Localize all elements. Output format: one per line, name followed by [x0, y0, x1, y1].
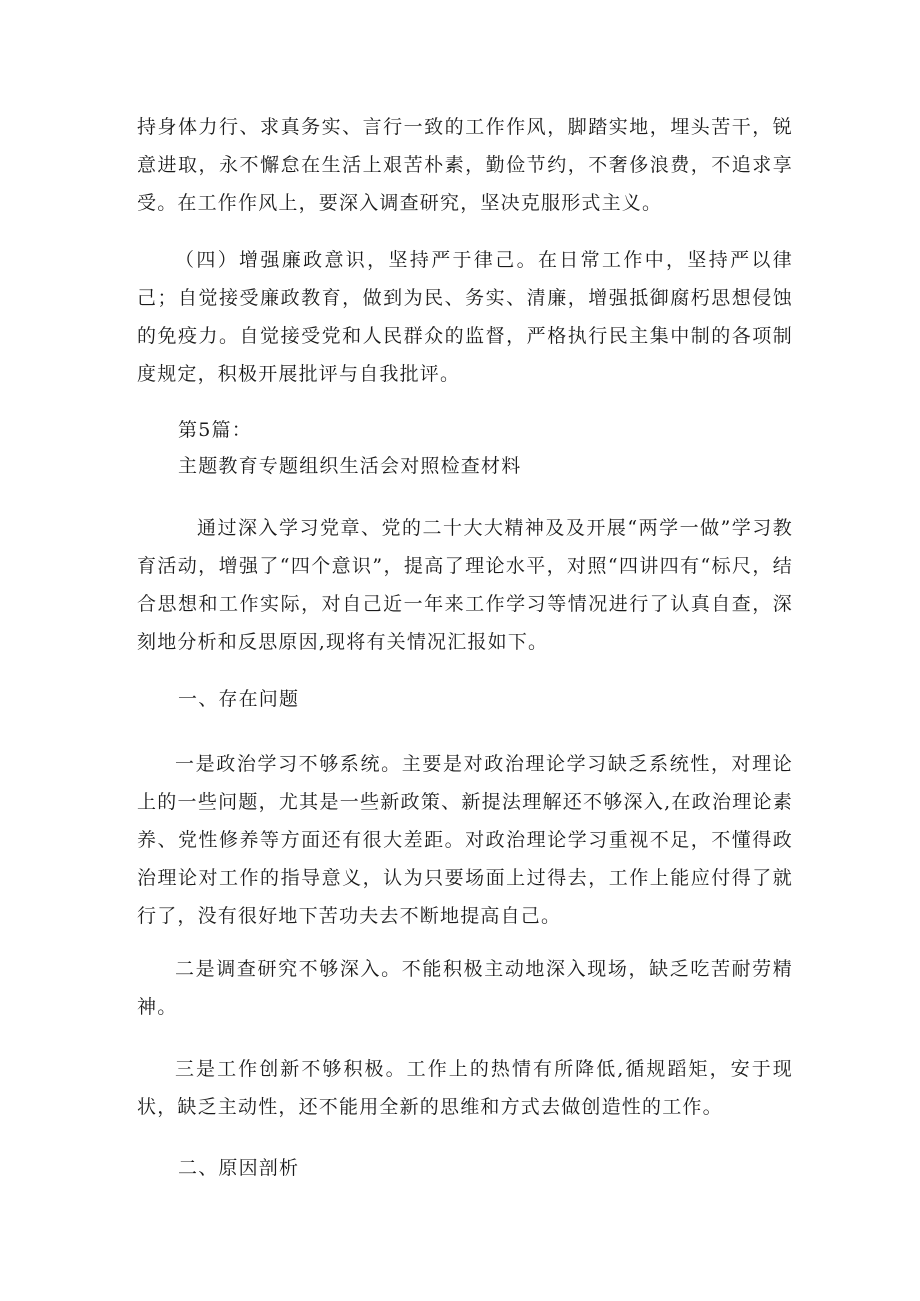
section-heading-analysis: 二、原因剖析 [178, 1157, 300, 1179]
paragraph-problem-1: 一是政治学习不够系统。主要是对政治理论学习缺乏系统性，对理论上的一些问题，尤其是一些新政策、新提法理解还不够深入,在政治理论素养、党性修养等方面还有很大差距。对政治理论学习重视不足，不懂得政治理论对工作的指导意义，认为只要场面上过得去，工作上能应付得了就行了，没有很好地下苦功夫去不断地提高自己。 [137, 753, 793, 927]
paragraph-introduction: 通过深入学习党章、党的二十大大精神及及开展“两学一做”学习教育活动，增强了“四个意识”，提高了理论水平，对照“四讲四有“标尺，结合思想和工作实际，对自己近一年来工作学习等情况进行了认真自查，深刻地分析和反思原因,现将有关情况汇报如下。 [137, 517, 793, 653]
document-title: 主题教育专题组织生活会对照检查材料 [178, 455, 522, 477]
section-heading-problems: 一、存在问题 [178, 688, 300, 710]
paragraph-problem-2: 二是调查研究不够深入。不能积极主动地深入现场，缺乏吃苦耐劳精神。 [137, 958, 793, 1018]
paragraph-work-style: 持身体力行、求真务实、言行一致的工作作风，脚踏实地，埋头苦干，锐意进取，永不懈怠在生活上艰苦朴素，勤俭节约，不奢侈浪费，不追求享受。在工作作风上，要深入调查研究，坚决克服形式主义。 [137, 116, 793, 214]
chapter-label: 第5篇： [178, 419, 252, 441]
paragraph-problem-3: 三是工作创新不够积极。工作上的热情有所降低,循规蹈矩，安于现状，缺乏主动性，还不能用全新的思维和方式去做创造性的工作。 [137, 1058, 793, 1118]
paragraph-integrity: （四）增强廉政意识，坚持严于律己。在日常工作中，坚持严以律己；自觉接受廉政教育，做到为民、务实、清廉，增强抵御腐朽思想侵蚀的免疫力。自觉接受党和人民群众的监督，严格执行民主集中制的各项制度规定，积极开展批评与自我批评。 [137, 249, 793, 385]
